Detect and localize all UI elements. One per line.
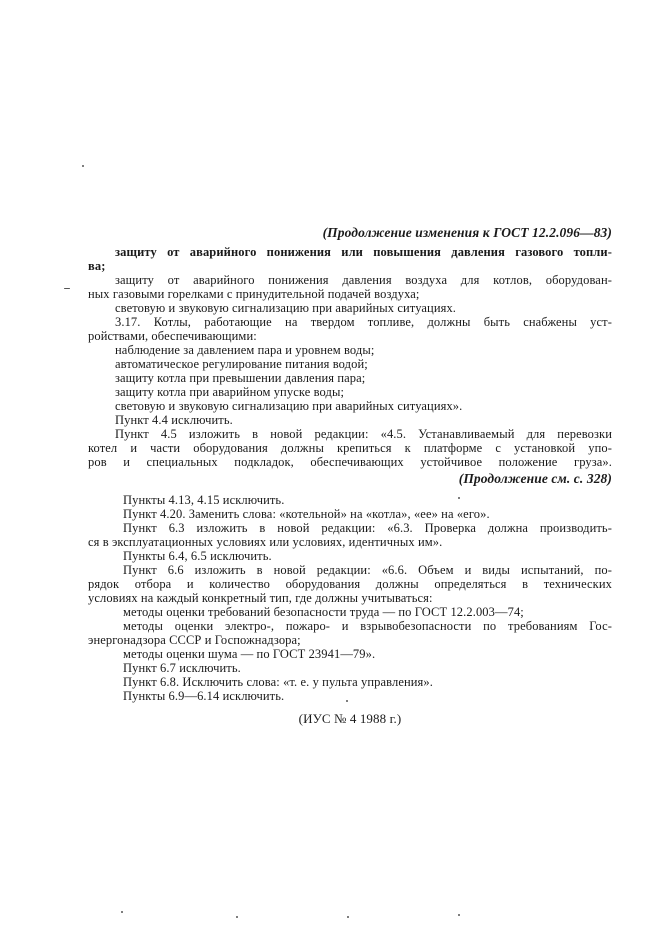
text-line: методы оценки шума — по ГОСТ 23941—79». bbox=[123, 647, 376, 661]
text-line: Пункт 4.20. Заменить слова: «котельной» на «котла», «ее» на «его». bbox=[123, 507, 490, 521]
continuation-header: (Продолжение изменения к ГОСТ 12.2.096—83) bbox=[322, 225, 612, 240]
continuation-note: (Продолжение см. с. 328) bbox=[458, 471, 612, 486]
text-line: световую и звуковую сигнализацию при аварийных ситуациях». bbox=[115, 399, 463, 413]
text-line: Пункт 4.5 изложить в новой редакции: «4.5. Устанавливаемый для перевозки bbox=[115, 427, 612, 441]
text-line: автоматическое регулирование питания водой; bbox=[115, 357, 368, 371]
text-line: защиту котла при превышении давления пара; bbox=[115, 371, 366, 385]
text-line: Пункт 6.7 исключить. bbox=[123, 661, 241, 675]
scan-speck bbox=[347, 916, 349, 918]
text-line: защиту от аварийного понижения или повышения давления газового топли- bbox=[115, 245, 612, 259]
text-line: 3.17. Котлы, работающие на твердом топливе, должны быть снабжены уст- bbox=[115, 315, 612, 329]
text-line: Пункт 6.8. Исключить слова: «т. е. у пульта управления». bbox=[123, 675, 433, 689]
text-line: Пункт 4.4 исключить. bbox=[115, 413, 233, 427]
text-line: ройствами, обеспечивающими: bbox=[88, 329, 257, 343]
text-line: котел и части оборудования должны крепиться к платформе с установкой упо- bbox=[88, 441, 612, 455]
text-line: защиту от аварийного понижения давления воздуха для котлов, оборудован- bbox=[115, 273, 612, 287]
text-line: световую и звуковую сигнализацию при аварийных ситуациях. bbox=[115, 301, 457, 315]
text-line: защиту котла при аварийном упуске воды; bbox=[115, 385, 345, 399]
scan-speck bbox=[121, 911, 123, 913]
text-line: условиях на каждый конкретный тип, где должны учитываться: bbox=[88, 591, 433, 605]
text-line: Пункты 6.9—6.14 исключить. bbox=[123, 689, 285, 703]
text-line: Пункты 6.4, 6.5 исключить. bbox=[123, 549, 272, 563]
text-line: ся в эксплуатационных условиях или условиях, идентичных им». bbox=[88, 535, 443, 549]
text-line: методы оценки электро-, пожаро- и взрывобезопасности по требованиям Гос- bbox=[123, 619, 612, 633]
scan-speck bbox=[64, 288, 70, 289]
scan-speck bbox=[458, 914, 460, 916]
text-line: ров и специальных подкладок, обеспечивающих устойчивое положение груза». bbox=[88, 455, 612, 469]
scan-speck bbox=[236, 916, 238, 918]
text-line: ных газовыми горелками с принудительной подачей воздуха; bbox=[88, 287, 420, 301]
text-line: Пункты 4.13, 4.15 исключить. bbox=[123, 493, 285, 507]
scan-speck bbox=[346, 700, 348, 702]
text-line: рядок отбора и количество оборудования должны определяться в технических bbox=[88, 577, 612, 591]
scan-speck bbox=[82, 165, 84, 167]
text-line: наблюдение за давлением пара и уровнем воды; bbox=[115, 343, 375, 357]
text-line: Пункт 6.6 изложить в новой редакции: «6.6. Объем и виды испытаний, по- bbox=[123, 563, 612, 577]
text-line: Пункт 6.3 изложить в новой редакции: «6.3. Проверка должна производить- bbox=[123, 521, 612, 535]
source-reference: (ИУС № 4 1988 г.) bbox=[298, 711, 402, 726]
text-line: энергонадзора СССР и Госпожнадзора; bbox=[88, 633, 301, 647]
text-line: ва; bbox=[88, 259, 106, 273]
text-line: методы оценки требований безопасности труда — по ГОСТ 12.2.003—74; bbox=[123, 605, 524, 619]
scan-speck bbox=[458, 497, 460, 499]
